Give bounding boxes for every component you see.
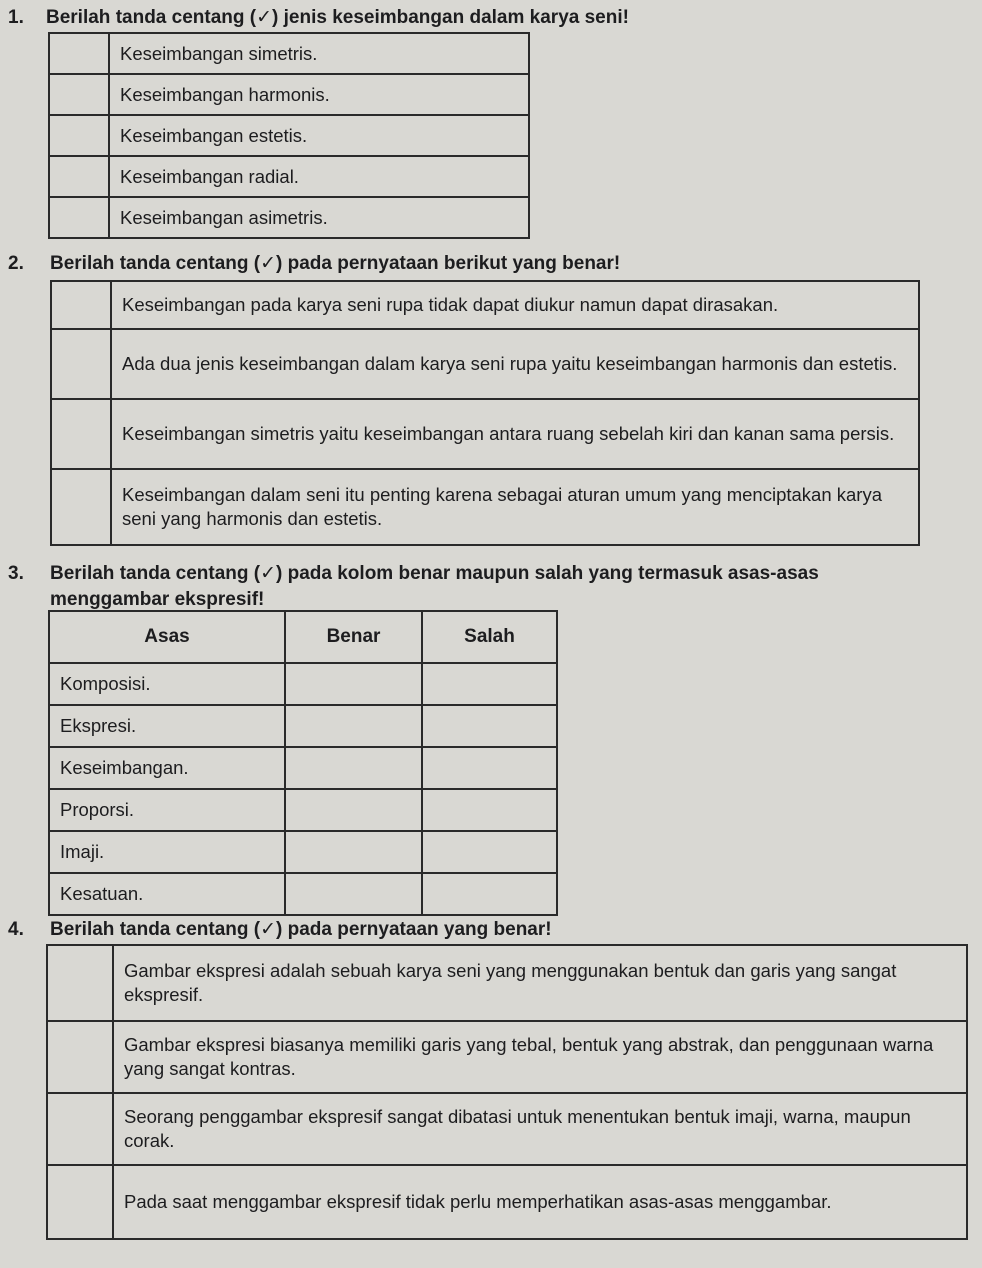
q1-checkbox[interactable] (49, 33, 109, 74)
q3-benar-cell[interactable] (285, 873, 422, 915)
q2-statement: Ada dua jenis keseimbangan dalam karya seni rupa yaitu keseimbangan harmonis dan estetis. (111, 329, 919, 399)
q3-header-salah: Salah (422, 611, 557, 663)
q4-checkbox[interactable] (47, 1093, 113, 1165)
q4-row (47, 1021, 967, 1093)
q3-asas: Komposisi. (49, 663, 285, 705)
q4-row (47, 945, 967, 1021)
q1-checkbox[interactable] (49, 156, 109, 197)
q4-statement: Gambar ekspresi adalah sebuah karya seni yang menggunakan bentuk dan garis yang sangat ekspresif. (113, 945, 967, 1021)
q3-salah-cell[interactable] (422, 705, 557, 747)
q1-checkbox[interactable] (49, 197, 109, 238)
q2-checkbox[interactable] (51, 281, 111, 329)
q1-row (49, 74, 529, 115)
q1-row (49, 197, 529, 238)
q2-table (50, 280, 920, 546)
q3-asas: Ekspresi. (49, 705, 285, 747)
q3-number: 3. (8, 563, 24, 584)
q3-asas: Proporsi. (49, 789, 285, 831)
q4-statement: Seorang penggambar ekspresif sangat dibatasi untuk menentukan bentuk imaji, warna, maupun corak. (113, 1093, 967, 1165)
q1-item: Keseimbangan radial. (109, 156, 529, 197)
q3-benar-cell[interactable] (285, 705, 422, 747)
q4-table (46, 944, 968, 1240)
q3-row (49, 873, 557, 915)
q1-item: Keseimbangan harmonis. (109, 74, 529, 115)
q2-title (8, 252, 620, 276)
q4-row (47, 1093, 967, 1165)
q4-checkbox[interactable] (47, 1165, 113, 1239)
q3-benar-cell[interactable] (285, 831, 422, 873)
q3-title-line2 (50, 588, 264, 612)
q3-asas: Keseimbangan. (49, 747, 285, 789)
q3-row (49, 663, 557, 705)
q2-statement: Keseimbangan simetris yaitu keseimbangan antara ruang sebelah kiri dan kanan sama persis. (111, 399, 919, 469)
q1-prompt: Berilah tanda centang (✓) jenis keseimbangan dalam karya seni! (46, 7, 629, 28)
q3-row (49, 831, 557, 873)
q4-checkbox[interactable] (47, 945, 113, 1021)
q3-benar-cell[interactable] (285, 789, 422, 831)
q3-prompt-line2: menggambar ekspresif! (50, 589, 265, 610)
q3-benar-cell[interactable] (285, 747, 422, 789)
q4-statement: Pada saat menggambar ekspresif tidak perlu memperhatikan asas-asas menggambar. (113, 1165, 967, 1239)
q3-salah-cell[interactable] (422, 873, 557, 915)
q3-prompt-line1: Berilah tanda centang (✓) pada kolom benar maupun salah yang termasuk asas-asas (50, 563, 819, 584)
q1-title (8, 6, 629, 30)
q3-salah-cell[interactable] (422, 789, 557, 831)
q2-checkbox[interactable] (51, 399, 111, 469)
q3-asas: Imaji. (49, 831, 285, 873)
q3-table (48, 610, 558, 916)
q3-row (49, 789, 557, 831)
q4-statement: Gambar ekspresi biasanya memiliki garis yang tebal, bentuk yang abstrak, dan penggunaan warna yang sangat kontras. (113, 1021, 967, 1093)
q1-table (48, 32, 530, 239)
q2-row (51, 329, 919, 399)
q3-salah-cell[interactable] (422, 747, 557, 789)
q3-header-asas: Asas (49, 611, 285, 663)
q1-item: Keseimbangan simetris. (109, 33, 529, 74)
q2-number: 2. (8, 253, 24, 274)
q3-row (49, 747, 557, 789)
q2-statement: Keseimbangan dalam seni itu penting karena sebagai aturan umum yang menciptakan karya seni yang harmonis dan estetis. (111, 469, 919, 545)
q1-checkbox[interactable] (49, 115, 109, 156)
q3-row (49, 705, 557, 747)
q3-title (8, 562, 819, 586)
q3-header-row (49, 611, 557, 663)
q3-asas: Kesatuan. (49, 873, 285, 915)
q4-title (8, 918, 552, 942)
q3-header-benar: Benar (285, 611, 422, 663)
q1-row (49, 33, 529, 74)
q2-checkbox[interactable] (51, 469, 111, 545)
q4-row (47, 1165, 967, 1239)
q2-row (51, 399, 919, 469)
q3-salah-cell[interactable] (422, 831, 557, 873)
q4-number: 4. (8, 919, 24, 940)
q3-benar-cell[interactable] (285, 663, 422, 705)
q2-prompt: Berilah tanda centang (✓) pada pernyataan berikut yang benar! (50, 253, 621, 274)
q4-checkbox[interactable] (47, 1021, 113, 1093)
q1-checkbox[interactable] (49, 74, 109, 115)
q1-row (49, 156, 529, 197)
q2-checkbox[interactable] (51, 329, 111, 399)
q1-item: Keseimbangan asimetris. (109, 197, 529, 238)
q2-row (51, 281, 919, 329)
q2-statement: Keseimbangan pada karya seni rupa tidak dapat diukur namun dapat dirasakan. (111, 281, 919, 329)
q3-salah-cell[interactable] (422, 663, 557, 705)
q2-row (51, 469, 919, 545)
q4-prompt: Berilah tanda centang (✓) pada pernyataan yang benar! (50, 919, 552, 940)
q1-row (49, 115, 529, 156)
q1-number: 1. (8, 7, 24, 28)
q1-item: Keseimbangan estetis. (109, 115, 529, 156)
